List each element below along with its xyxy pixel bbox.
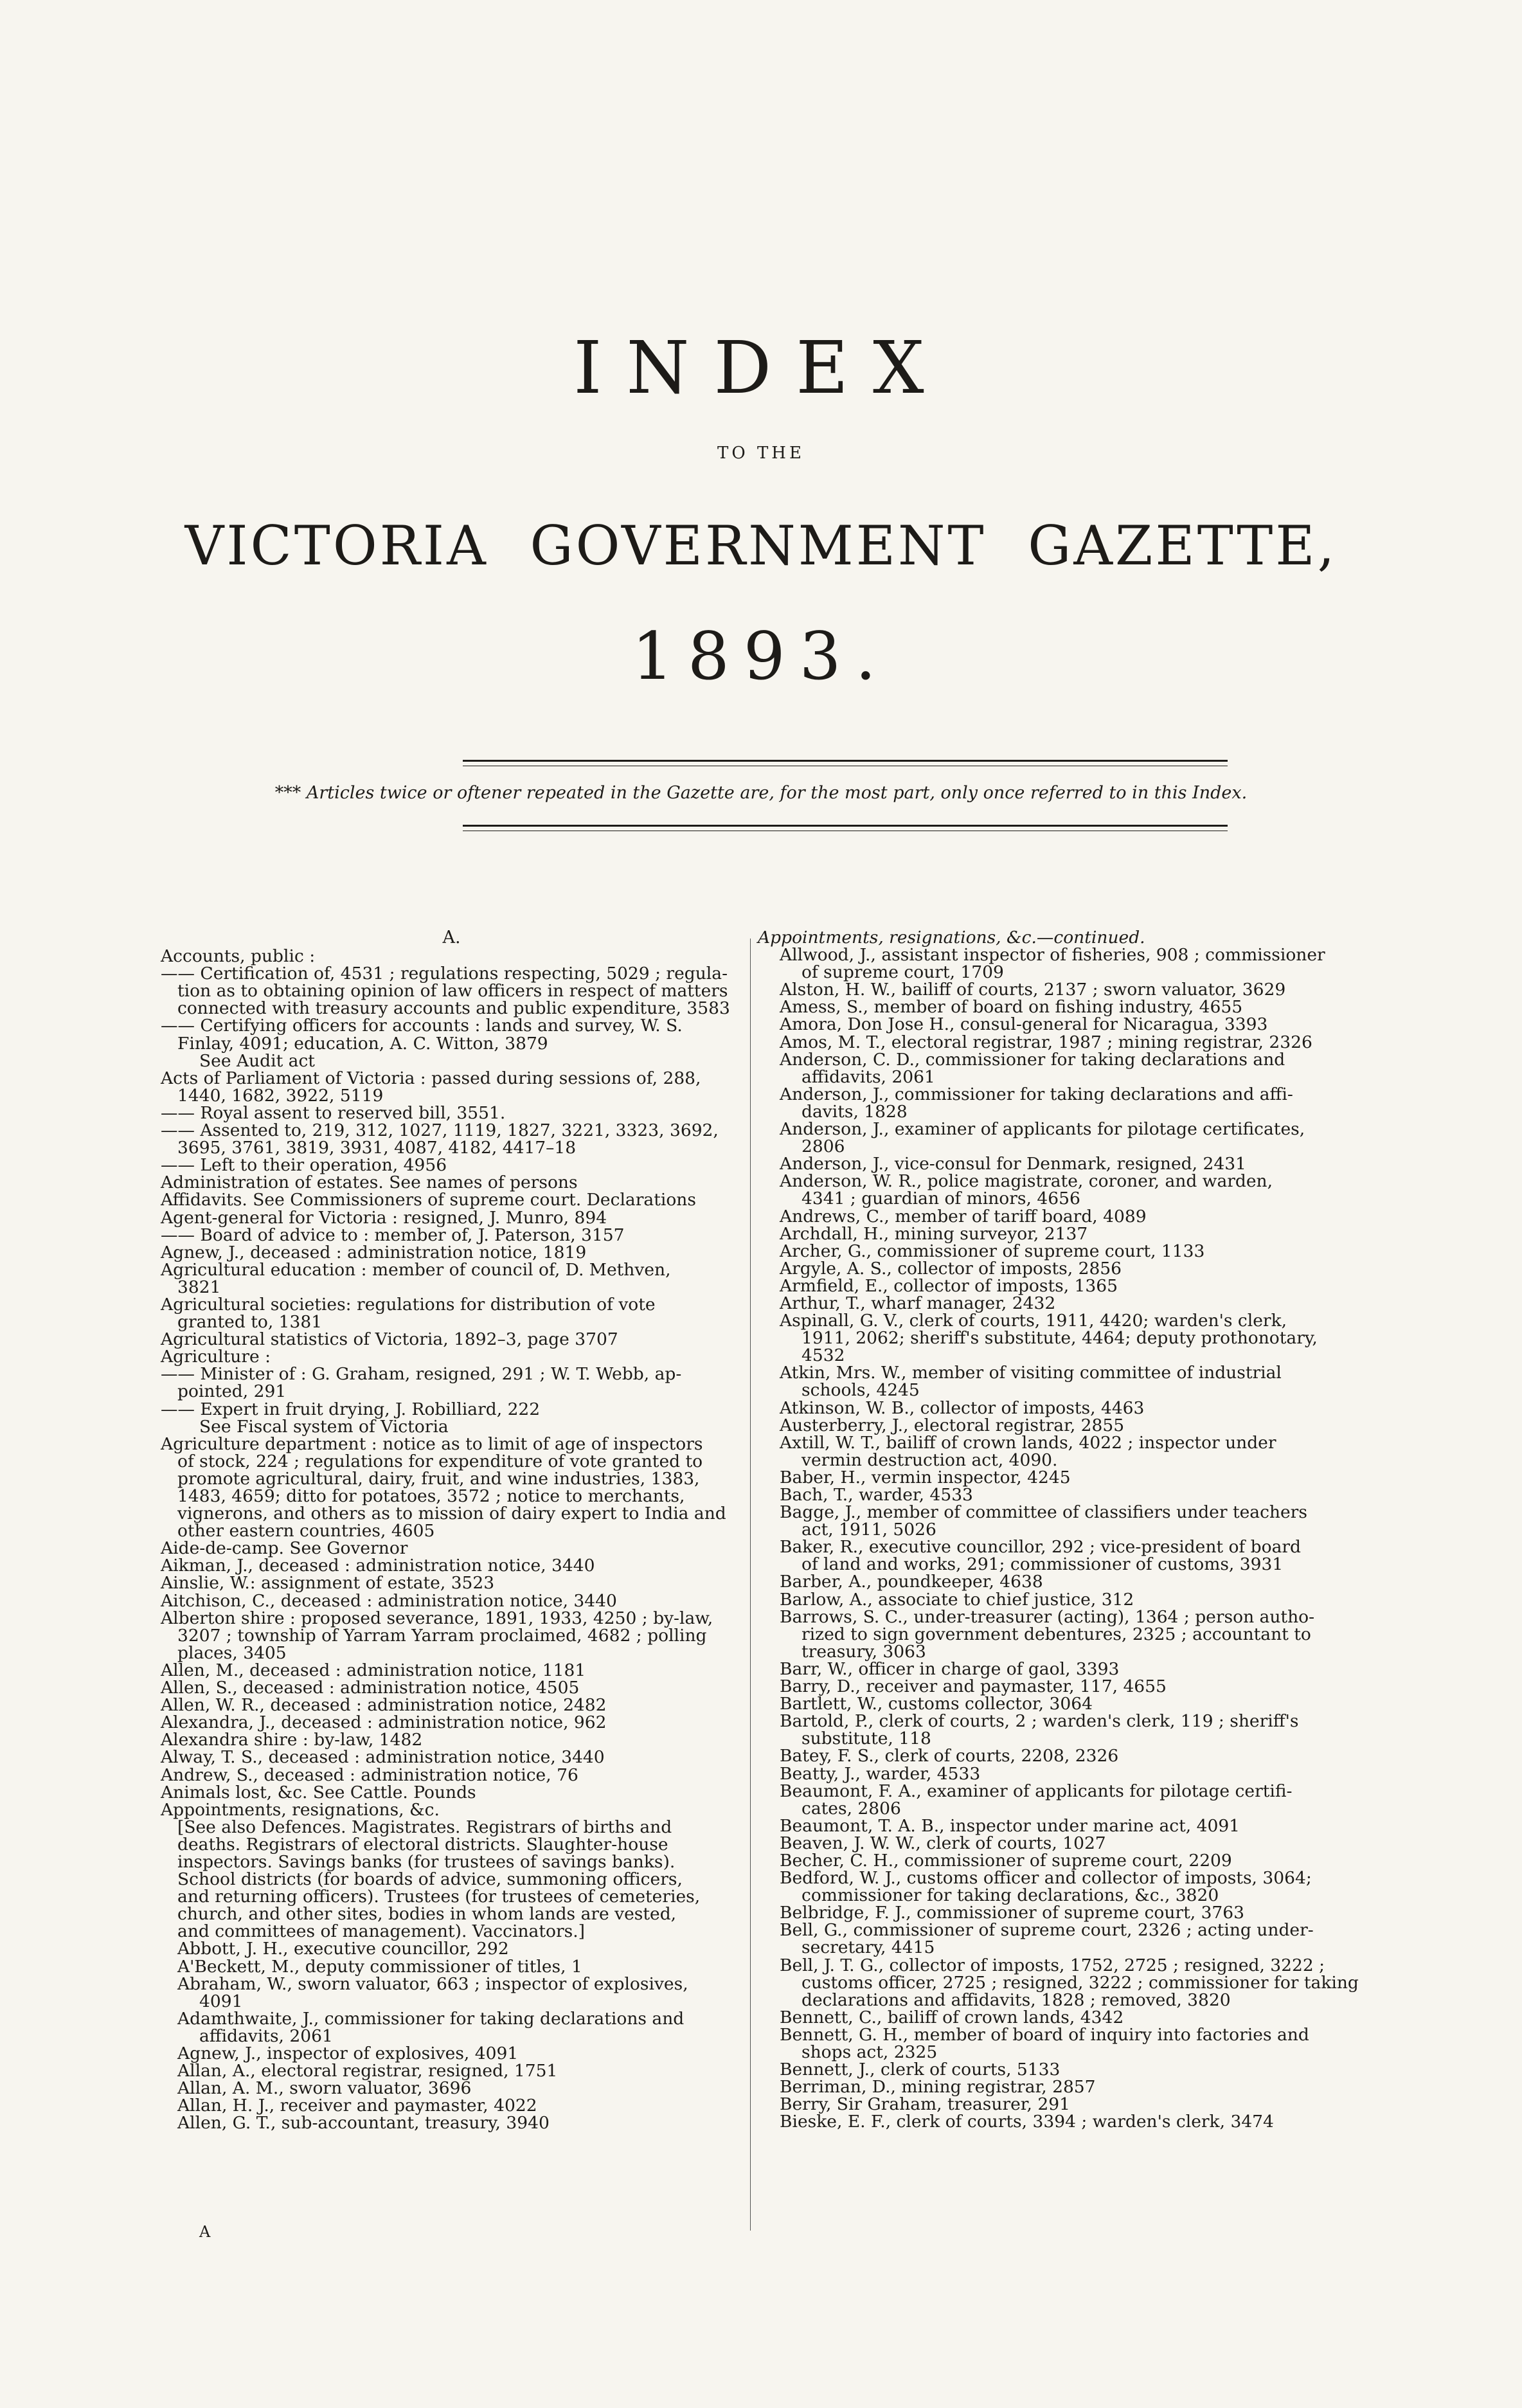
index-entry-line: Agent-general for Victoria : resigned, J. Munro, 894 [161,1207,607,1228]
index-entry-line: Anderson, J., vice-consul for Denmark, resigned, 2431 [780,1154,1246,1174]
index-entry-line: davits, 1828 [801,1101,908,1122]
index-entry-line: Austerberry, J., electoral registrar, 2855 [780,1415,1125,1435]
right-entries [763,945,1359,2132]
left-entries [161,948,742,2132]
index-entry-line: Adamthwaite, J., commissioner for taking declarations and [177,2008,685,2029]
index-entry-line: Bedford, W. J., customs officer and collector of imposts, 3064; [780,1868,1312,1889]
index-entry-line: tion as to obtaining opinion of law officers in respect of matters [177,981,728,1002]
index-entry-line: schools, 4245 [801,1380,920,1401]
index-entry-line: A'Beckett, M., deputy commissioner of titles, 1 [177,1956,582,1977]
index-entry-line: Amess, S., member of board on fishing industry, 4655 [780,997,1243,1018]
index-entry-line: of stock, 224 ; regulations for expenditure of vote granted to [177,1451,703,1471]
index-entry-line: inspectors. Savings banks (for trustees of savings banks). [177,1851,676,1872]
index-entry-line: Alway, T. S., deceased : administration notice, 3440 [161,1747,605,1768]
index-entry-line: 1440, 1682, 3922, 5119 [177,1085,384,1106]
index-entry-line: Aide-de-camp. See Governor [161,1538,408,1559]
index-entry-line: Agnew, J., inspector of explosives, 4091 [177,2044,519,2063]
index-entry-line: Archer, G., commissioner of supreme court, 1133 [780,1241,1205,1261]
continued-heading: Appointments, resignations, &c.—continued. [758,928,1145,948]
index-entry-line: Andrew, S., deceased : administration notice, 76 [161,1765,578,1785]
index-entry-line: —— Minister of : G. Graham, resigned, 291 ; W. T. Webb, ap- [161,1364,682,1385]
index-entry-line: substitute, 118 [801,1729,931,1749]
index-entry-line: —— Royal assent to reserved bill, 3551. [161,1102,506,1123]
index-entry-line: 4091 [199,1991,243,2011]
index-entry-line: 4341 ; guardian of minors, 4656 [801,1189,1080,1209]
index-entry-line: Barlow, A., associate to chief justice, 312 [780,1589,1134,1610]
index-entry-line: Allan, A. M., sworn valuator, 3696 [177,2078,472,2099]
index-entry-line: Baker, R., executive councillor, 292 ; vice-president of board [780,1537,1302,1558]
index-entry-line: treasury, 3063 [801,1641,926,1662]
index-entry-line: Atkinson, W. B., collector of imposts, 4463 [780,1397,1145,1418]
index-entry-line: rized to sign government debentures, 2325 ; accountant to [801,1624,1311,1644]
index-entry-line: 1483, 4659; ditto for potatoes, 3572 ; notice to merchants, [177,1486,685,1506]
index-entry-line: Abbott, J. H., executive councillor, 292 [177,1939,509,1959]
index-entry-line: Baber, H., vermin inspector, 4245 [780,1467,1071,1487]
index-entry-line: Beaven, J. W. W., clerk of courts, 1027 [780,1833,1106,1853]
index-entry-line: Finlay, 4091; education, A. C. Witton, 3879 [177,1033,548,1054]
index-entry-line: Archdall, H., mining surveyor, 2137 [780,1223,1088,1244]
index-entry-line: Amos, M. T., electoral registrar, 1987 ; mining registrar, 2326 [780,1032,1312,1052]
index-entry-line: Bell, J. T. G., collector of imposts, 1752, 2725 ; resigned, 3222 ; [780,1955,1325,1975]
index-entry-line: Agricultural societies: regulations for distribution of vote [161,1294,656,1315]
index-entry-line: Alexandra, J., deceased : administration notice, 962 [161,1712,607,1733]
index-entry-line: Axtill, W. T., bailiff of crown lands, 4022 ; inspector under [780,1432,1276,1453]
index-entry-line: —— Assented to, 219, 312, 1027, 1119, 1827, 3221, 3323, 3692, [161,1120,719,1141]
index-entry-line: Berry, Sir Graham, treasurer, 291 [780,2094,1070,2115]
index-entry-line: deaths. Registrars of electoral districts. Slaughter-house [177,1834,668,1855]
index-entry-line: Allan, A., electoral registrar, resigned, 1751 [177,2061,558,2081]
index-entry-line: —— Left to their operation, 4956 [161,1155,447,1176]
index-entry-line: church, and other sites, bodies in whom lands are vested, [177,1904,677,1925]
index-entry-line: Agriculture : [161,1347,271,1367]
index-entry-line: —— Board of advice to : member of, J. Paterson, 3157 [161,1225,625,1245]
index-entry-line: Barr, W., officer in charge of gaol, 3393 [780,1658,1120,1679]
index-entry-line: vermin destruction act, 4090. [801,1450,1058,1470]
index-heading: INDEX [573,327,949,410]
index-entry-line: Allen, M., deceased : administration notice, 1181 [161,1660,586,1680]
index-entry-line: Anderson, W. R., police magistrate, coroner, and warden, [780,1171,1273,1192]
index-entry-line: 1911, 2062; sheriff's substitute, 4464; deputy prothonotary, [801,1328,1318,1349]
index-entry-line: Beaumont, T. A. B., inspector under marine act, 4091 [780,1815,1240,1836]
gazette-title: VICTORIA GOVERNMENT GAZETTE, [184,514,1338,577]
index-entry-line: and returning officers). Trustees (for trustees of cemeteries, [177,1887,701,1907]
index-entry-line: Barber, A., poundkeeper, 4638 [780,1572,1043,1592]
index-entry-line: Aitchison, C., deceased : administration notice, 3440 [161,1590,617,1611]
index-entry-line: Bennett, G. H., member of board of inquiry into factories and [780,2024,1309,2045]
index-entry-line: Anderson, J., examiner of applicants for pilotage certificates, [780,1119,1305,1140]
index-entry-line: Batey, F. S., clerk of courts, 2208, 2326 [780,1746,1119,1766]
signature-mark: A [199,2223,211,2241]
index-entry-line: act, 1911, 5026 [801,1520,936,1540]
left-column [161,929,742,2132]
right-column [758,928,1359,2132]
index-entry-line: Anderson, J., commissioner for taking declarations and affi- [780,1084,1293,1104]
index-entry-line: Becher, C. H., commissioner of supreme court, 2209 [780,1850,1232,1871]
index-entry-line: Agriculture department : notice as to limit of age of inspectors [161,1433,703,1454]
index-entry-line: Argyle, A. S., collector of imposts, 2856 [780,1258,1122,1279]
index-entry-line: commissioner for taking declarations, &c., 3820 [801,1885,1219,1906]
index-entry-line: Agnew, J., deceased : administration notice, 1819 [161,1242,587,1262]
index-entry-line: Agricultural education : member of council of, D. Methven, [161,1259,671,1280]
index-entry-line: shops act, 2325 [801,2042,938,2062]
index-entry-line: Acts of Parliament of Victoria : passed during sessions of, 288, [161,1068,701,1088]
index-entry-line: Bartlett, W., customs collector, 3064 [780,1694,1093,1714]
index-entry-line: of supreme court, 1709 [801,962,1004,983]
section-letter: A. [442,928,461,948]
index-entry-line: Bennett, C., bailiff of crown lands, 4342 [780,2007,1124,2027]
index-entry-line: Amora, Don Jose H., consul-general for Nicaragua, 3393 [780,1014,1268,1035]
to-the-label: TO THE [717,444,805,463]
index-entry-line: 3821 [177,1277,221,1297]
index-entry-line: Beaumont, F. A., examiner of applicants for pilotage certifi- [780,1781,1293,1801]
index-entry-line: Allwood, J., assistant inspector of fisheries, 908 ; commissioner [780,945,1325,966]
index-entry-line: affidavits, 2061 [801,1066,935,1087]
index-entry-line: Andrews, C., member of tariff board, 4089 [780,1206,1147,1226]
index-entry-line: 4532 [801,1345,845,1366]
index-entry-line: Atkin, Mrs. W., member of visiting committee of industrial [780,1363,1282,1383]
column-divider [750,939,751,2231]
index-entry-line: cates, 2806 [801,1798,901,1819]
index-entry-line: Accounts, public : [161,946,316,967]
index-entry-line: Alexandra shire : by-law, 1482 [161,1730,423,1750]
index-entry-line: pointed, 291 [177,1381,287,1402]
index-entry-line: secretary, 4415 [801,1937,935,1958]
index-entry-line: Allen, W. R., deceased : administration notice, 2482 [161,1695,607,1716]
index-entry-line: affidavits, 2061 [199,2026,333,2046]
index-entry-line: See Fiscal system of Victoria [199,1416,449,1437]
index-entry-line: Barrows, S. C., under-treasurer (acting), 1364 ; person autho- [780,1606,1315,1627]
index-entry-line: —— Certification of, 4531 ; regulations respecting, 5029 ; regula- [161,964,728,984]
index-entry-line: Bell, G., commissioner of supreme court, 2326 ; acting under- [780,1920,1314,1941]
index-entry-line: Alberton shire : proposed severance, 1891, 1933, 4250 ; by-law, [161,1608,713,1628]
index-entry-line: Allan, H. J., receiver and paymaster, 4022 [177,2096,537,2116]
index-entry-line: Abraham, W., sworn valuator, 663 ; inspector of explosives, [177,1973,688,1994]
top-double-rule-1 [463,760,1228,762]
index-entry-line: of land and works, 291; commissioner of customs, 3931 [801,1554,1284,1575]
index-entry-line: School districts (for boards of advice, summoning officers, [177,1869,683,1890]
index-entry-line: Animals lost, &c. See Cattle. Pounds [161,1782,476,1802]
repeat-note: *** Articles twice or oftener repeated in the Gazette are, for the most part, only once referred to in this Index. [274,783,1248,803]
index-entry-line: customs officer, 2725 ; resigned, 3222 ; commissioner for taking [801,1972,1359,1993]
year-heading: 1893. [631,618,890,695]
index-entry-line: [See also Defences. Magistrates. Registrars of births and [177,1817,672,1837]
index-entry-line: Allen, S., deceased : administration notice, 4505 [161,1678,580,1698]
bottom-double-rule-1 [463,825,1228,827]
index-entry-line: Aikman, J., deceased : administration notice, 3440 [161,1556,595,1576]
index-entry-line: promote agricultural, dairy, fruit, and wine industries, 1383, [177,1468,700,1489]
index-entry-line: Aspinall, G. V., clerk of courts, 1911, 4420; warden's clerk, [780,1311,1287,1331]
index-entry-line: and committees of management). Vaccinators.] [177,1921,585,1942]
index-entry-line: Alston, H. W., bailiff of courts, 2137 ; sworn valuator, 3629 [780,980,1286,1000]
index-entry-line: Ainslie, W.: assignment of estate, 3523 [161,1573,495,1594]
index-entry-line: See Audit act [199,1050,315,1071]
index-entry-line: 3207 ; township of Yarram Yarram proclaimed, 4682 ; polling [177,1625,707,1646]
index-entry-line: Bartold, P., clerk of courts, 2 ; warden's clerk, 119 ; sheriff's [780,1711,1299,1732]
index-entry-line: Armfield, E., collector of imposts, 1365 [780,1275,1118,1296]
index-entry-line: Bagge, J., member of committee of classifiers under teachers [780,1502,1307,1523]
index-entry-line: Beatty, J., warder, 4533 [780,1763,981,1784]
index-entry-line: granted to, 1381 [177,1312,323,1333]
index-entry-line: Allen, G. T., sub-accountant, treasury, 3940 [177,2113,550,2134]
index-entry-line: Bennett, J., clerk of courts, 5133 [780,2060,1061,2080]
index-entry-line: Appointments, resignations, &c. [161,1799,440,1820]
index-entry-line: declarations and affidavits, 1828 ; removed, 3820 [801,1990,1231,2010]
index-entry-line: Administration of estates. See names of persons [161,1173,578,1193]
index-entry-line: —— Certifying officers for accounts : lands and survey, W. S. [161,1016,683,1036]
index-entry-line: vignerons, and others as to mission of dairy expert to India and [177,1504,726,1524]
index-entry-line: Bieske, E. F., clerk of courts, 3394 ; warden's clerk, 3474 [780,2112,1274,2132]
index-entry-line: Belbridge, F. J., commissioner of supreme court, 3763 [780,1903,1245,1923]
index-entry-line: other eastern countries, 4605 [177,1521,435,1541]
index-entry-line: places, 3405 [177,1642,287,1663]
index-entry-line: Agricultural statistics of Victoria, 1892–3, page 3707 [161,1329,618,1350]
index-entry-line: 3695, 3761, 3819, 3931, 4087, 4182, 4417–18 [177,1138,577,1158]
index-entry-line: Bach, T., warder, 4533 [780,1485,973,1505]
index-entry-line: —— Expert in fruit drying, J. Robilliard, 222 [161,1399,541,1419]
index-entry-line: 2806 [801,1137,845,1157]
index-entry-line: connected with treasury accounts and public expenditure, 3583 [177,998,730,1019]
index-entry-line: Arthur, T., wharf manager, 2432 [780,1293,1056,1313]
index-entry-line: Berriman, D., mining registrar, 2857 [780,2077,1096,2098]
index-entry-line: Barry, D., receiver and paymaster, 117, 4655 [780,1676,1167,1697]
index-entry-line: Anderson, C. D., commissioner for taking declarations and [780,1049,1285,1070]
index-entry-line: Affidavits. See Commissioners of supreme court. Declarations [161,1190,696,1210]
